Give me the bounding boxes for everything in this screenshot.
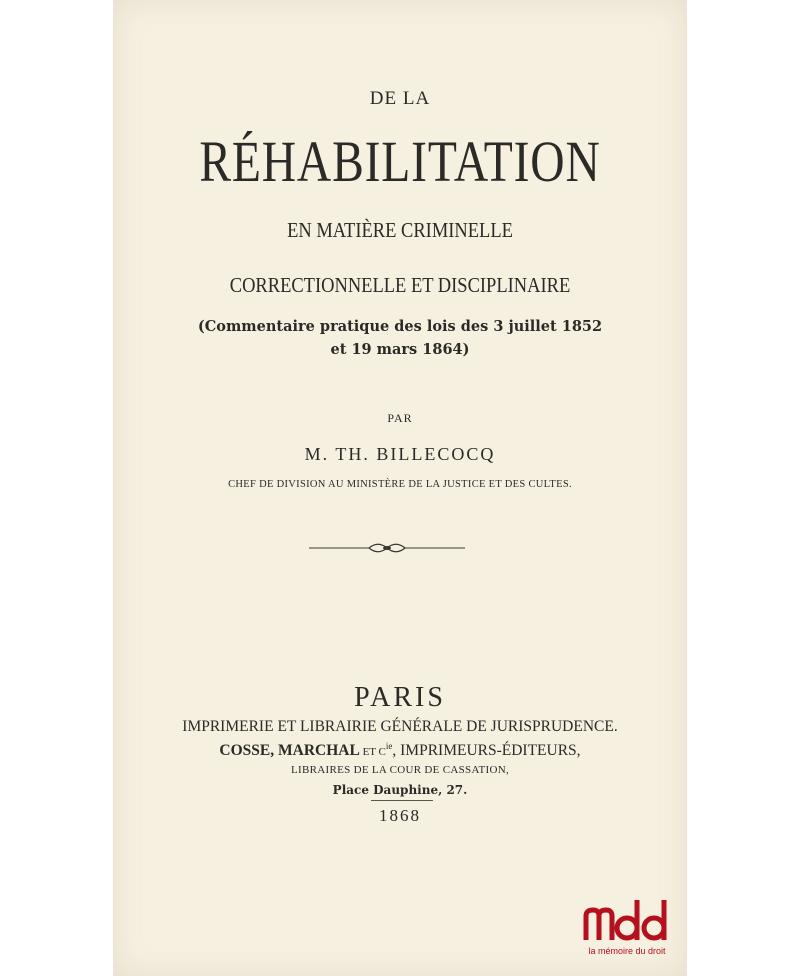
imprint-city: PARIS xyxy=(354,682,446,713)
publisher-address: Place Dauphine, 27. xyxy=(332,783,468,797)
svg-text:mdd: mdd xyxy=(627,943,630,944)
publisher-role: , IMPRIMEURS-ÉDITEURS, xyxy=(392,742,581,760)
author-name: M. TH. BILLECOCQ xyxy=(304,444,496,464)
mdd-logo-mark xyxy=(582,896,672,944)
by-label: PAR xyxy=(387,411,413,425)
subtitle-line-2: CORRECTIONNELLE ET DISCIPLINAIRE xyxy=(229,273,571,297)
subtitle-line-1: EN MATIÈRE CRIMINELLE xyxy=(287,218,513,242)
publisher-line-1: IMPRIMERIE ET LIBRAIRIE GÉNÉRALE DE JURISPRUDENCE. xyxy=(182,718,618,735)
title-prefix: DE LA xyxy=(369,88,431,109)
mdd-tagline: la mémoire du droit xyxy=(588,946,666,956)
year-rule xyxy=(371,800,433,801)
publisher-line-2 xyxy=(113,741,687,760)
commentary-line-2: et 19 mars 1864) xyxy=(330,341,470,358)
publisher-line-3: LIBRAIRES DE LA COUR DE CASSATION, xyxy=(291,764,509,776)
mdd-logo xyxy=(580,896,674,966)
publisher-co-sup: ie xyxy=(385,741,393,751)
publisher-and-co: ET C xyxy=(359,746,386,759)
book-page xyxy=(113,0,687,976)
ornament-divider xyxy=(309,540,465,556)
author-role: CHEF DE DIVISION AU MINISTÈRE DE LA JUSTICE ET DES CULTES. xyxy=(228,479,572,490)
publication-year: 1868 xyxy=(379,806,421,825)
main-title: RÉHABILITATION xyxy=(199,129,601,194)
publisher-names: COSSE, MARCHAL xyxy=(219,742,360,760)
commentary-line-1: (Commentaire pratique des lois des 3 juillet 1852 xyxy=(197,318,603,335)
